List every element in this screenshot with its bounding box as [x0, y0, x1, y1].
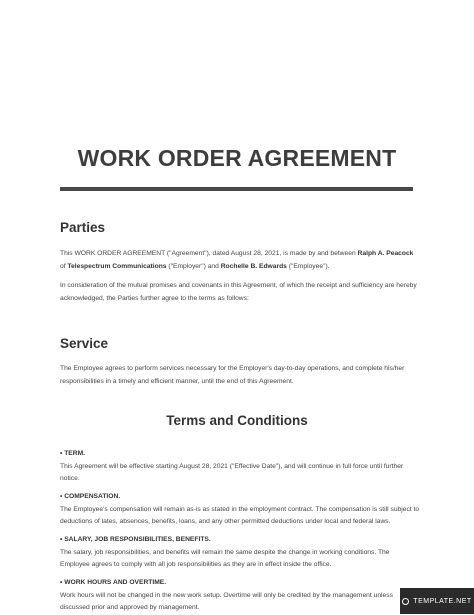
salary-item-body: The salary, job responsibilities, and benefits will remain the same despite the change in working conditions. The Employee agrees to comply with all job responsibilities as they are in effect inside the office. [60, 548, 390, 568]
parties-text-4: ("Employee"). [286, 262, 330, 270]
salary-item-heading: • SALARY, JOB RESPONSIBILITIES, BENEFITS. [60, 536, 211, 543]
template-badge-text: TEMPLATE.NET [413, 597, 472, 605]
term-item [60, 448, 420, 486]
compensation-item-body: The Employee's compensation will remain as-is as stated in the employment contract. The compensation is still subject to deductions of lates, absences, benefits, loans, and any other permitted deductions under local and federal laws. [60, 505, 420, 525]
document-title: WORK ORDER AGREEMENT [77, 145, 397, 171]
party-company-name: Telespectrum Communications [67, 262, 167, 270]
template-watermark-badge [400, 588, 474, 614]
parties-paragraph-1 [60, 248, 420, 273]
term-item-body: This Agreement will be effective starting August 28, 2021 ("Effective Date"), and will continue in full force until further notice. [60, 462, 404, 482]
party-employer-name: Ralph A. Peacock [357, 250, 414, 257]
compensation-item-heading: • COMPENSATION. [60, 493, 121, 500]
service-heading: Service [60, 336, 109, 351]
work-hours-item [60, 577, 420, 615]
work-hours-item-heading: • WORK HOURS AND OVERTIME. [60, 579, 167, 586]
party-employee-name: Rochelle B. Edwards [220, 262, 287, 270]
compensation-item [60, 491, 420, 529]
template-logo-icon [402, 598, 409, 605]
parties-text-2: of [60, 262, 68, 270]
parties-text-3: ("Employer") and [166, 262, 221, 270]
parties-heading: Parties [60, 220, 106, 235]
service-paragraph: The Employee agrees to perform services necessary for the Employer's day-to-day operations, and complete his/her responsibilities in a timely and efficient manner, until the end of this Agreement. [60, 365, 405, 385]
title-divider [60, 187, 413, 191]
parties-text-1: This WORK ORDER AGREEMENT ("Agreement"), dated August 28, 2021, is made by and between [60, 250, 358, 257]
terms-heading: Terms and Conditions [166, 413, 308, 428]
term-item-heading: • TERM. [60, 450, 86, 457]
work-hours-item-body: Work hours will not be changed in the new work setup. Overtime will only be credited by the management unless discussed prior and approved by management. [60, 591, 393, 611]
parties-paragraph-2: In consideration of the mutual promises and covenants in this Agreement, of which the receipt and sufficiency are hereby acknowledged, the Parties further agree to the terms as follows: [60, 282, 417, 302]
salary-item [60, 534, 420, 572]
